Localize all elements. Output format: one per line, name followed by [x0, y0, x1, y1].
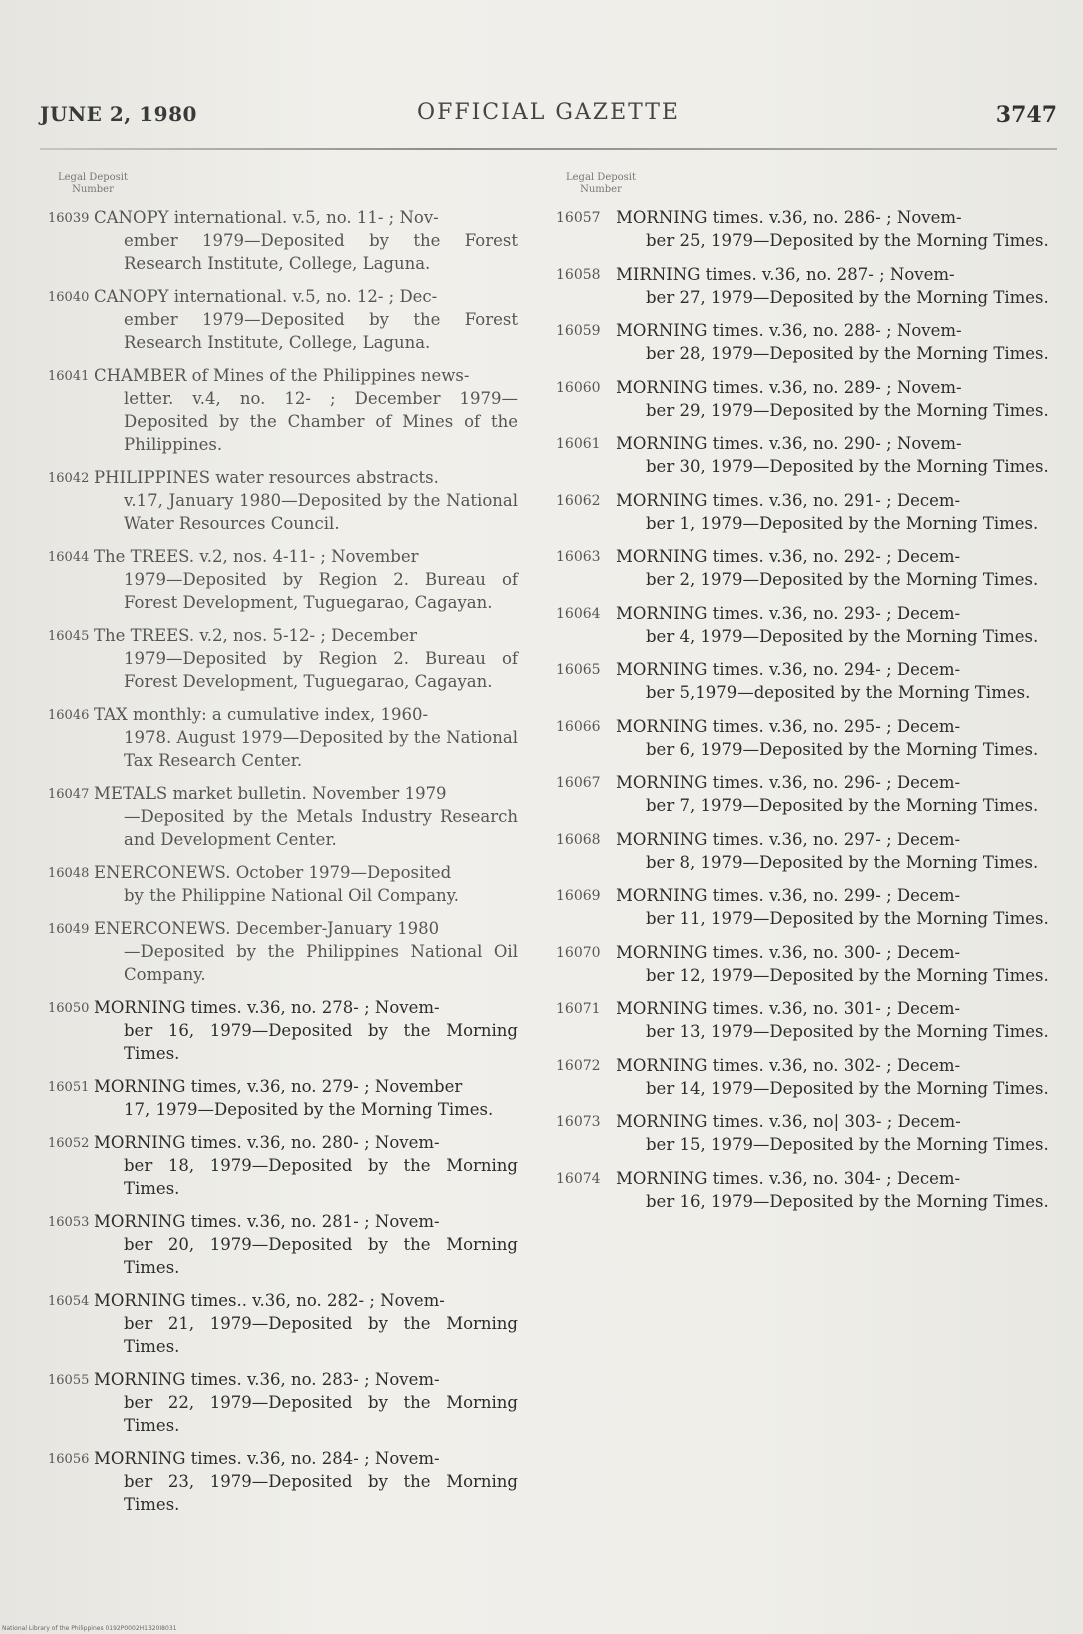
- header-page-number: 3747: [995, 102, 1057, 128]
- deposit-number: 16045: [48, 629, 90, 644]
- deposit-entry: [556, 319, 1052, 365]
- entry-continuation: ber 18, 1979—Deposited by the Morning Times.: [124, 1156, 518, 1198]
- entry-continuation: by the Philippine National Oil Company.: [124, 886, 460, 905]
- entry-continuation: ber 28, 1979—Deposited by the Morning Times.: [646, 344, 1049, 363]
- entry-first-line: MORNING times. v.36, no. 280- ; Novem-: [94, 1133, 440, 1152]
- deposit-number: 16042: [48, 471, 90, 486]
- entry-first-line: METALS market bulletin. November 1979: [94, 784, 447, 803]
- entry-continuation: ber 29, 1979—Deposited by the Morning Times.: [646, 400, 1049, 420]
- entry-continuation: ber 12, 1979—Deposited by the Morning Times.: [646, 965, 1049, 985]
- deposit-number: 16059: [556, 323, 601, 339]
- entry-first-line: CANOPY international. v.5, no. 11- ; Nov-: [94, 208, 439, 227]
- deposit-entry: [48, 624, 518, 693]
- entry-first-line: MORNING times. v.36, no. 304- ; Decem-: [616, 1168, 961, 1188]
- entry-first-line: MORNING times. v.36, no. 297- ; Decem-: [616, 829, 961, 849]
- deposit-entry: [556, 432, 1052, 478]
- deposit-entry: [556, 715, 1052, 761]
- entry-first-line: MORNING times. v.36, no. 284- ; Novem-: [94, 1449, 440, 1468]
- header-title: OFFICIAL GAZETTE: [417, 100, 680, 125]
- deposit-number: 16052: [48, 1136, 90, 1151]
- entry-first-line: MORNING times. v.36, no. 278- ; Novem-: [94, 998, 440, 1017]
- entry-continuation: 1979—Deposited by Region 2. Bureau of Forest Development, Tuguegarao, Cagayan.: [124, 570, 518, 612]
- deposit-number: 16063: [556, 549, 601, 565]
- deposit-number: 16069: [556, 888, 601, 904]
- entry-continuation: ember 1979—Deposited by the Forest Research Institute, College, Laguna.: [124, 310, 518, 352]
- deposit-entry: [48, 1368, 518, 1437]
- deposit-entry: [556, 545, 1052, 591]
- entry-continuation: ber 13, 1979—Deposited by the Morning Times.: [646, 1022, 1049, 1041]
- entry-first-line: MORNING times. v.36, no. 295- ; Decem-: [616, 716, 961, 736]
- footer-note: National Library of the Philippines 0192P0002H1320I8031: [2, 1625, 177, 1632]
- deposit-entry: [556, 658, 1052, 704]
- deposit-entry: [556, 263, 1052, 309]
- deposit-entry: [48, 364, 518, 456]
- entry-first-line: MORNING times. v.36, no. 289- ; Novem-: [616, 377, 962, 397]
- entry-first-line: MORNING times. v.36, no. 291- ; Decem-: [616, 490, 961, 510]
- deposit-number: 16051: [48, 1080, 90, 1095]
- entry-continuation: ber 21, 1979—Deposited by the Morning Times.: [124, 1314, 518, 1356]
- deposit-number: 16055: [48, 1373, 90, 1388]
- deposit-number: 16071: [556, 1001, 601, 1017]
- entry-first-line: MIRNING times. v.36, no. 287- ; Novem-: [616, 264, 955, 284]
- right-column: [556, 172, 1052, 1223]
- entry-continuation: ber 6, 1979—Deposited by the Morning Times.: [646, 739, 1039, 759]
- entry-continuation: ber 22, 1979—Deposited by the Morning Times.: [124, 1393, 518, 1435]
- entry-continuation: ber 2, 1979—Deposited by the Morning Times.: [646, 570, 1039, 589]
- deposit-number: 16070: [556, 944, 601, 961]
- deposit-number: 16073: [556, 1114, 601, 1130]
- entry-continuation: 17, 1979—Deposited by the Morning Times.: [124, 1100, 494, 1119]
- deposit-number: 16060: [556, 379, 601, 396]
- entry-first-line: PHILIPPINES water resources abstracts.: [94, 468, 439, 487]
- entry-first-line: MORNING times. v.36, no. 299- ; Decem-: [616, 886, 961, 905]
- deposit-entry: [48, 1210, 518, 1279]
- entry-continuation: ber 16, 1979—Deposited by the Morning Times.: [646, 1191, 1049, 1211]
- deposit-number: 16054: [48, 1294, 90, 1309]
- deposit-entry: [48, 917, 518, 986]
- page-header: [40, 84, 1057, 134]
- deposit-number: 16044: [48, 550, 90, 565]
- deposit-entry: [48, 996, 518, 1065]
- entry-continuation: ber 14, 1979—Deposited by the Morning Times.: [646, 1078, 1049, 1098]
- entry-continuation: ber 5,1979—deposited by the Morning Times.: [646, 683, 1031, 702]
- deposit-entry: [48, 1447, 518, 1516]
- deposit-entry: [48, 285, 518, 354]
- entry-first-line: MORNING times.. v.36, no. 282- ; Novem-: [94, 1291, 445, 1310]
- deposit-number: 16046: [48, 708, 90, 723]
- entry-continuation: —Deposited by the Metals Industry Research and Development Center.: [124, 807, 518, 849]
- entry-continuation: ber 7, 1979—Deposited by the Morning Times.: [646, 796, 1039, 815]
- deposit-number: 16041: [48, 369, 90, 384]
- deposit-entry: [48, 1075, 518, 1121]
- deposit-entry: [48, 782, 518, 851]
- deposit-number: 16058: [556, 266, 601, 283]
- entry-continuation: ber 1, 1979—Deposited by the Morning Times.: [646, 513, 1039, 533]
- deposit-entry: [556, 489, 1052, 535]
- deposit-entry: [556, 376, 1052, 422]
- deposit-number: 16050: [48, 1001, 90, 1016]
- deposit-entry: [556, 602, 1052, 648]
- deposit-entry: [556, 828, 1052, 874]
- entry-continuation: ber 11, 1979—Deposited by the Morning Times.: [646, 909, 1049, 928]
- deposit-entry: [48, 1131, 518, 1200]
- entry-first-line: The TREES. v.2, nos. 4-11- ; November: [94, 547, 419, 566]
- deposit-number: 16066: [556, 718, 601, 735]
- entry-continuation: 1978. August 1979—Deposited by the National Tax Research Center.: [124, 728, 518, 770]
- header-date: JUNE 2, 1980: [40, 102, 197, 126]
- entry-continuation: ber 27, 1979—Deposited by the Morning Times.: [646, 287, 1049, 307]
- entry-first-line: MORNING times. v.36, no. 300- ; Decem-: [616, 942, 961, 962]
- entry-continuation: 1979—Deposited by Region 2. Bureau of Forest Development, Tuguegarao, Cagayan.: [124, 649, 518, 691]
- entry-first-line: ENERCONEWS. December-January 1980: [94, 919, 440, 938]
- deposit-number: 16040: [48, 290, 90, 305]
- entry-first-line: MORNING times. v.36, no. 286- ; Novem-: [616, 208, 962, 227]
- deposit-number: 16049: [48, 922, 90, 937]
- entry-continuation: v.17, January 1980—Deposited by the National Water Resources Council.: [124, 491, 518, 533]
- deposit-entry: [556, 771, 1052, 817]
- deposit-entry: [556, 941, 1052, 987]
- entry-first-line: CANOPY international. v.5, no. 12- ; Dec-: [94, 287, 438, 306]
- deposit-number: 16074: [556, 1170, 601, 1187]
- entry-continuation: ber 4, 1979—Deposited by the Morning Times.: [646, 626, 1039, 646]
- entry-continuation: —Deposited by the Philippines National Oil Company.: [124, 942, 518, 984]
- deposit-number: 16056: [48, 1452, 90, 1467]
- deposit-number: 16065: [556, 662, 601, 678]
- deposit-number: 16061: [556, 436, 601, 452]
- deposit-number: 16062: [556, 492, 601, 509]
- entry-first-line: ENERCONEWS. October 1979—Deposited: [94, 863, 452, 882]
- entry-first-line: MORNING times, v.36, no. 279- ; November: [94, 1077, 463, 1096]
- left-column-label: Legal Deposit Number: [58, 172, 129, 195]
- entry-continuation: ber 25, 1979—Deposited by the Morning Times.: [646, 231, 1049, 250]
- deposit-number: 16068: [556, 831, 601, 848]
- deposit-number: 16039: [48, 211, 90, 226]
- deposit-entry: [556, 1110, 1052, 1156]
- deposit-number: 16053: [48, 1215, 90, 1230]
- deposit-entry: [556, 206, 1052, 252]
- deposit-number: 16064: [556, 605, 601, 622]
- entry-first-line: MORNING times. v.36, no. 294- ; Decem-: [616, 660, 961, 679]
- entry-continuation: ber 23, 1979—Deposited by the Morning Times.: [124, 1472, 518, 1514]
- entry-continuation: letter. v.4, no. 12- ; December 1979—Deposited by the Chamber of Mines of the Philippines.: [124, 389, 518, 454]
- entry-continuation: ber 30, 1979—Deposited by the Morning Times.: [646, 457, 1049, 476]
- deposit-entry: [48, 545, 518, 614]
- deposit-entry: [48, 861, 518, 907]
- entry-continuation: ber 8, 1979—Deposited by the Morning Times.: [646, 852, 1039, 872]
- entry-continuation: ember 1979—Deposited by the Forest Research Institute, College, Laguna.: [124, 231, 518, 273]
- deposit-entry: [556, 1167, 1052, 1213]
- deposit-number: 16057: [556, 210, 601, 226]
- entry-first-line: MORNING times. v.36, no. 292- ; Decem-: [616, 547, 961, 566]
- deposit-entry: [556, 884, 1052, 930]
- entry-first-line: The TREES. v.2, nos. 5-12- ; December: [94, 626, 418, 645]
- entry-first-line: MORNING times. v.36, no. 288- ; Novem-: [616, 321, 962, 340]
- deposit-entry: [48, 703, 518, 772]
- entry-continuation: ber 15, 1979—Deposited by the Morning Times.: [646, 1135, 1049, 1154]
- entry-first-line: MORNING times. v.36, no. 293- ; Decem-: [616, 603, 961, 623]
- entry-first-line: MORNING times. v.36, no. 281- ; Novem-: [94, 1212, 440, 1231]
- entry-first-line: MORNING times. v.36, no. 301- ; Decem-: [616, 999, 961, 1018]
- entry-continuation: ber 16, 1979—Deposited by the Morning Times.: [124, 1021, 518, 1063]
- deposit-number: 16072: [556, 1057, 601, 1074]
- left-column: [48, 172, 518, 1526]
- header-rule: [40, 148, 1057, 150]
- deposit-number: 16067: [556, 775, 601, 791]
- entry-first-line: MORNING times. v.36, no. 283- ; Novem-: [94, 1370, 440, 1389]
- deposit-entry: [48, 466, 518, 535]
- entry-continuation: ber 20, 1979—Deposited by the Morning Times.: [124, 1235, 518, 1277]
- entry-first-line: MORNING times. v.36, no| 303- ; Decem-: [616, 1112, 961, 1131]
- right-column-label: Legal Deposit Number: [566, 172, 637, 195]
- deposit-entry: [48, 206, 518, 275]
- deposit-number: 16047: [48, 787, 90, 802]
- entry-first-line: MORNING times. v.36, no. 302- ; Decem-: [616, 1055, 961, 1075]
- deposit-entry: [48, 1289, 518, 1358]
- entry-first-line: TAX monthly: a cumulative index, 1960-: [94, 705, 429, 724]
- entry-first-line: MORNING times. v.36, no. 290- ; Novem-: [616, 434, 962, 453]
- deposit-number: 16048: [48, 866, 90, 881]
- entry-first-line: MORNING times. v.36, no. 296- ; Decem-: [616, 773, 961, 792]
- deposit-entry: [556, 1054, 1052, 1100]
- deposit-entry: [556, 997, 1052, 1043]
- entry-first-line: CHAMBER of Mines of the Philippines news-: [94, 366, 470, 385]
